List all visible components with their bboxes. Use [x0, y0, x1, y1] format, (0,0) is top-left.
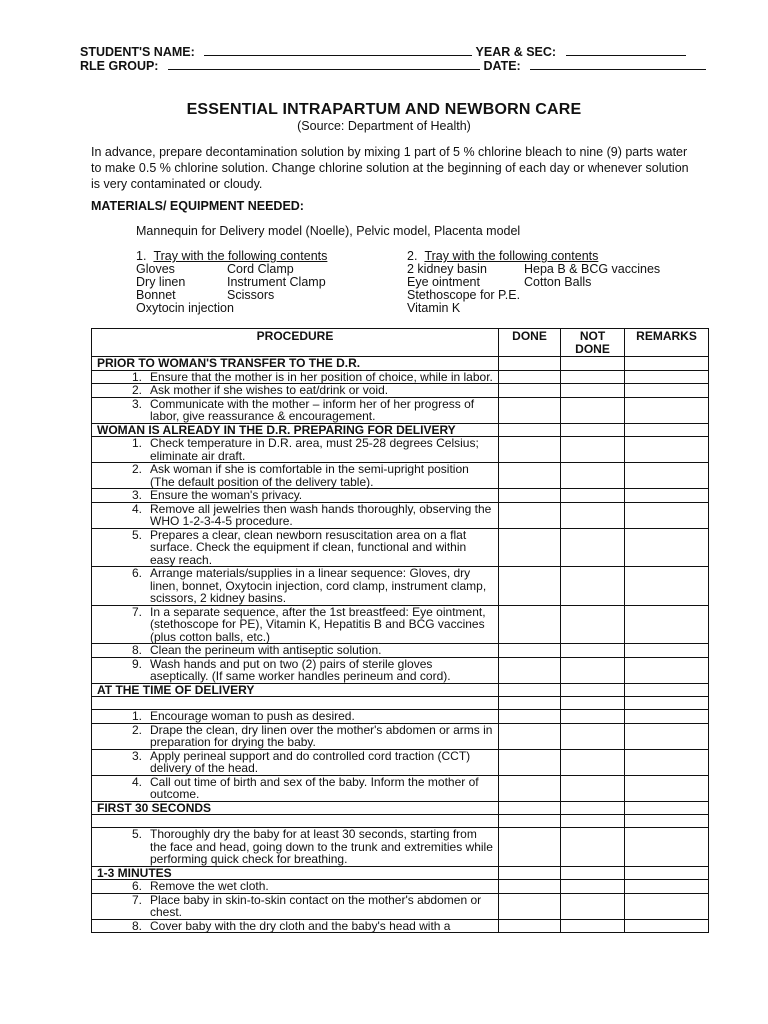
section-row [92, 801, 709, 815]
not-done-cell[interactable] [561, 919, 625, 933]
step-text: Arrange materials/supplies in a linear sequence: Gloves, dry linen, bonnet, Oxytocin injection, cord clamp, instrument clamp, scissors, 2 kidney basins. [150, 566, 487, 605]
table-row [92, 370, 709, 384]
step-text: Place baby in skin-to-skin contact on the mother's abdomen or chest. [150, 892, 482, 919]
section-title: AT THE TIME OF DELIVERY [92, 683, 499, 697]
step-text: Drape the clean, dry linen over the mother's abdomen or arms in preparation for drying the baby. [150, 722, 493, 749]
not-done-cell[interactable] [561, 683, 625, 697]
remarks-cell[interactable] [625, 370, 709, 384]
not-done-cell[interactable] [561, 657, 625, 683]
remarks-cell[interactable] [625, 502, 709, 528]
step-number: 3. [131, 748, 142, 763]
done-cell[interactable] [499, 357, 561, 371]
not-done-header: NOT DONE [561, 329, 625, 357]
table-row [92, 657, 709, 683]
student-name-field[interactable] [204, 45, 472, 56]
tray-heading-text: Tray with the following contents [153, 249, 328, 263]
tray-1-list [136, 250, 327, 315]
step-number: 5. [131, 527, 142, 542]
step-number: 9. [131, 656, 142, 671]
step-text: Check temperature in D.R. area, must 25-28 degrees Celsius; eliminate air draft. [150, 436, 479, 463]
step-text: Thoroughly dry the baby for at least 30 seconds, starting from the face and head, going down to the trunk and extremities while performing quick check for breathing. [150, 827, 493, 866]
not-done-cell[interactable] [561, 815, 625, 828]
blank-cell [92, 697, 499, 710]
procedure-cell [92, 828, 499, 867]
not-done-cell[interactable] [561, 828, 625, 867]
procedure-step [92, 567, 498, 605]
section-row [92, 866, 709, 880]
table-row [92, 605, 709, 644]
done-cell[interactable] [499, 723, 561, 749]
remarks-header: REMARKS [625, 329, 709, 357]
remarks-cell[interactable] [625, 384, 709, 398]
done-cell[interactable] [499, 893, 561, 919]
not-done-cell[interactable] [561, 801, 625, 815]
tray-item: 2 kidney basin [407, 262, 487, 276]
intro-paragraph: In advance, prepare decontamination solution by mixing 1 part of 5 % chlorine bleach to nine (9) parts water to make 0.5 % chlorine solution. Change chlorine solution at the beginning of each day or whenever solution is very contaminated or cloudy. [91, 145, 689, 191]
step-text: Ensure that the mother is in her position of choice, while in labor. [150, 369, 493, 384]
procedure-step [92, 658, 498, 683]
procedure-cell [92, 567, 499, 606]
step-number: 2. [131, 722, 142, 737]
step-text: Ask woman if she is comfortable in the semi-upright position (The default position of the delivery table). [150, 462, 469, 489]
not-done-cell[interactable] [561, 357, 625, 371]
tray-item: Dry linen [136, 275, 186, 289]
procedure-cell [92, 605, 499, 644]
step-number: 6. [131, 566, 142, 580]
table-row [92, 749, 709, 775]
tray-item: Cord Clamp [227, 262, 294, 276]
date-field[interactable] [530, 59, 706, 70]
not-done-cell[interactable] [561, 528, 625, 567]
step-text: In a separate sequence, after the 1st breastfeed: Eye ointment, (stethoscope for PE), Vitamin K, Hepatitis B and BCG vaccines (plus cotton balls, etc.) [150, 604, 486, 644]
done-cell[interactable] [499, 528, 561, 567]
table-row [92, 437, 709, 463]
procedure-cell [92, 644, 499, 658]
step-text: Apply perineal support and do controlled cord traction (CCT) delivery of the head. [150, 748, 471, 775]
procedure-cell [92, 489, 499, 503]
year-sec-field[interactable] [566, 45, 686, 56]
procedure-step [92, 894, 498, 919]
blank-cell [92, 815, 499, 828]
not-done-cell[interactable] [561, 880, 625, 894]
step-number: 1. [131, 369, 142, 384]
procedure-step [92, 489, 498, 502]
procedure-cell [92, 502, 499, 528]
procedure-step [92, 724, 498, 749]
table-header-row [92, 329, 709, 357]
step-text: Wash hands and put on two (2) pairs of sterile gloves aseptically. (If same worker handles perineum and cord). [150, 656, 451, 683]
not-done-cell[interactable] [561, 710, 625, 724]
done-cell[interactable] [499, 370, 561, 384]
step-text: Call out time of birth and sex of the baby. Inform the mother of outcome. [150, 774, 479, 801]
table-row [92, 880, 709, 894]
done-cell[interactable] [499, 437, 561, 463]
procedure-cell [92, 437, 499, 463]
not-done-cell[interactable] [561, 502, 625, 528]
section-title: PRIOR TO WOMAN'S TRANSFER TO THE D.R. [92, 357, 499, 371]
not-done-cell[interactable] [561, 384, 625, 398]
table-row [92, 489, 709, 503]
remarks-cell[interactable] [625, 710, 709, 724]
not-done-cell[interactable] [561, 397, 625, 423]
step-number: 7. [131, 604, 142, 619]
remarks-cell[interactable] [625, 697, 709, 710]
table-row [92, 723, 709, 749]
materials-heading: MATERIALS/ EQUIPMENT NEEDED: [91, 199, 304, 213]
done-header: DONE [499, 329, 561, 357]
student-name-row [80, 45, 686, 59]
rle-group-field[interactable] [168, 59, 480, 70]
not-done-cell[interactable] [561, 866, 625, 880]
rle-group-label: RLE GROUP: [80, 59, 159, 73]
procedure-step [92, 371, 498, 384]
remarks-cell[interactable] [625, 463, 709, 489]
table-row [92, 919, 709, 933]
remarks-cell[interactable] [625, 683, 709, 697]
tray-item: Vitamin K [407, 301, 461, 315]
tray-number: 2. [407, 249, 418, 263]
not-done-cell[interactable] [561, 749, 625, 775]
step-number: 3. [131, 488, 142, 502]
section-row [92, 683, 709, 697]
tray-item: Hepa B & BCG vaccines [524, 262, 661, 276]
procedure-cell [92, 384, 499, 398]
done-cell[interactable] [499, 919, 561, 933]
done-cell[interactable] [499, 384, 561, 398]
step-number: 5. [131, 827, 142, 841]
done-cell[interactable] [499, 423, 561, 437]
step-number: 1. [131, 436, 142, 450]
not-done-cell[interactable] [561, 489, 625, 503]
remarks-cell[interactable] [625, 437, 709, 463]
procedure-cell [92, 397, 499, 423]
step-text: Communicate with the mother – inform her of her progress of labor, give reassurance & encouragement. [150, 396, 475, 423]
done-cell[interactable] [499, 801, 561, 815]
procedure-cell [92, 775, 499, 801]
procedure-step [92, 463, 498, 488]
done-cell[interactable] [499, 397, 561, 423]
document-source: (Source: Department of Health) [297, 119, 471, 133]
procedure-step [92, 529, 498, 567]
procedure-cell [92, 893, 499, 919]
done-cell[interactable] [499, 697, 561, 710]
remarks-cell[interactable] [625, 893, 709, 919]
tray-item: Gloves [136, 262, 175, 276]
done-cell[interactable] [499, 828, 561, 867]
remarks-cell[interactable] [625, 528, 709, 567]
remarks-cell[interactable] [625, 489, 709, 503]
section-title: FIRST 30 SECONDS [92, 801, 499, 815]
table-row [92, 502, 709, 528]
table-row [92, 384, 709, 398]
procedure-step [92, 920, 498, 933]
tray-item-row [136, 302, 327, 315]
table-row [92, 828, 709, 867]
remarks-cell[interactable] [625, 644, 709, 658]
blank-row [92, 815, 709, 828]
step-number: 2. [131, 383, 142, 397]
remarks-cell[interactable] [625, 423, 709, 437]
blank-row [92, 697, 709, 710]
procedure-step [92, 398, 498, 423]
done-cell[interactable] [499, 657, 561, 683]
not-done-cell[interactable] [561, 893, 625, 919]
not-done-cell[interactable] [561, 463, 625, 489]
procedure-step [92, 503, 498, 528]
section-title: WOMAN IS ALREADY IN THE D.R. PREPARING FOR DELIVERY [92, 423, 499, 437]
table-row [92, 710, 709, 724]
procedure-cell [92, 919, 499, 933]
step-number: 4. [131, 774, 142, 789]
done-cell[interactable] [499, 489, 561, 503]
table-row [92, 893, 709, 919]
rle-group-row [80, 59, 706, 73]
not-done-cell[interactable] [561, 723, 625, 749]
tray-item: Bonnet [136, 288, 176, 302]
done-cell[interactable] [499, 463, 561, 489]
not-done-cell[interactable] [561, 423, 625, 437]
remarks-cell[interactable] [625, 866, 709, 880]
step-text: Clean the perineum with antiseptic solution. [150, 643, 382, 657]
done-cell[interactable] [499, 866, 561, 880]
done-cell[interactable] [499, 710, 561, 724]
tray-heading-text: Tray with the following contents [424, 249, 599, 263]
table-row [92, 775, 709, 801]
procedure-cell [92, 463, 499, 489]
done-cell[interactable] [499, 567, 561, 606]
section-title: 1-3 MINUTES [92, 866, 499, 880]
procedure-header: PROCEDURE [92, 329, 499, 357]
procedure-cell [92, 370, 499, 384]
tray-item: Instrument Clamp [227, 275, 326, 289]
procedure-cell [92, 723, 499, 749]
not-done-cell[interactable] [561, 605, 625, 644]
table-row [92, 567, 709, 606]
not-done-cell[interactable] [561, 437, 625, 463]
table-row [92, 528, 709, 567]
not-done-cell[interactable] [561, 567, 625, 606]
procedure-step [92, 828, 498, 866]
remarks-cell[interactable] [625, 657, 709, 683]
done-cell[interactable] [499, 605, 561, 644]
tray-item: Eye ointment [407, 275, 480, 289]
remarks-cell[interactable] [625, 801, 709, 815]
procedure-cell [92, 710, 499, 724]
procedure-cell [92, 749, 499, 775]
procedure-cell [92, 880, 499, 894]
tray-item: Stethoscope for P.E. [407, 288, 521, 302]
step-text: Cover baby with the dry cloth and the baby's head with a [150, 918, 451, 933]
done-cell[interactable] [499, 683, 561, 697]
procedure-step [92, 606, 498, 644]
step-number: 8. [131, 918, 142, 933]
done-cell[interactable] [499, 749, 561, 775]
step-text: Ensure the woman's privacy. [150, 488, 303, 502]
not-done-cell[interactable] [561, 775, 625, 801]
done-cell[interactable] [499, 815, 561, 828]
remarks-cell[interactable] [625, 567, 709, 606]
step-text: Prepares a clear, clean newborn resuscitation area on a flat surface. Check the equipment if clean, functional and within easy reach. [150, 527, 467, 567]
step-number: 7. [131, 892, 142, 907]
table-row [92, 463, 709, 489]
step-text: Remove all jewelries then wash hands thoroughly, observing the WHO 1-2-3-4-5 procedure. [150, 501, 492, 528]
step-number: 2. [131, 462, 142, 476]
remarks-cell[interactable] [625, 919, 709, 933]
procedure-step [92, 880, 498, 893]
date-label: DATE: [483, 59, 521, 73]
tray-item-row [407, 302, 660, 315]
done-cell[interactable] [499, 880, 561, 894]
remarks-cell[interactable] [625, 775, 709, 801]
procedure-cell [92, 528, 499, 567]
step-text: Remove the wet cloth. [150, 879, 269, 893]
step-number: 6. [131, 879, 142, 893]
procedure-step [92, 750, 498, 775]
not-done-cell[interactable] [561, 697, 625, 710]
step-text: Encourage woman to push as desired. [150, 709, 355, 723]
remarks-cell[interactable] [625, 815, 709, 828]
table-row [92, 397, 709, 423]
step-number: 1. [131, 709, 142, 723]
not-done-cell[interactable] [561, 370, 625, 384]
procedure-table [91, 328, 709, 933]
mannequin-line: Mannequin for Delivery model (Noelle), Pelvic model, Placenta model [136, 224, 521, 238]
step-text: Ask mother if she wishes to eat/drink or void. [150, 383, 389, 397]
remarks-cell[interactable] [625, 828, 709, 867]
remarks-cell[interactable] [625, 749, 709, 775]
tray-item: Cotton Balls [524, 275, 592, 289]
tray-number: 1. [136, 249, 147, 263]
procedure-cell [92, 657, 499, 683]
procedure-step [92, 710, 498, 723]
tray-2-list [407, 250, 660, 315]
year-sec-label: YEAR & SEC: [475, 45, 557, 59]
procedure-step [92, 644, 498, 657]
remarks-cell[interactable] [625, 397, 709, 423]
step-number: 8. [131, 643, 142, 657]
done-cell[interactable] [499, 502, 561, 528]
section-row [92, 423, 709, 437]
table-row [92, 644, 709, 658]
remarks-cell[interactable] [625, 880, 709, 894]
not-done-cell[interactable] [561, 644, 625, 658]
step-number: 4. [131, 501, 142, 516]
procedure-step [92, 776, 498, 801]
remarks-cell[interactable] [625, 357, 709, 371]
remarks-cell[interactable] [625, 723, 709, 749]
done-cell[interactable] [499, 644, 561, 658]
student-name-label: STUDENT'S NAME: [80, 45, 195, 59]
tray-item: Scissors [227, 288, 275, 302]
procedure-step [92, 437, 498, 462]
remarks-cell[interactable] [625, 605, 709, 644]
section-row [92, 357, 709, 371]
step-number: 3. [131, 396, 142, 411]
done-cell[interactable] [499, 775, 561, 801]
tray-item: Oxytocin injection [136, 301, 234, 315]
document-title: ESSENTIAL INTRAPARTUM AND NEWBORN CARE [186, 101, 582, 118]
procedure-step [92, 384, 498, 397]
